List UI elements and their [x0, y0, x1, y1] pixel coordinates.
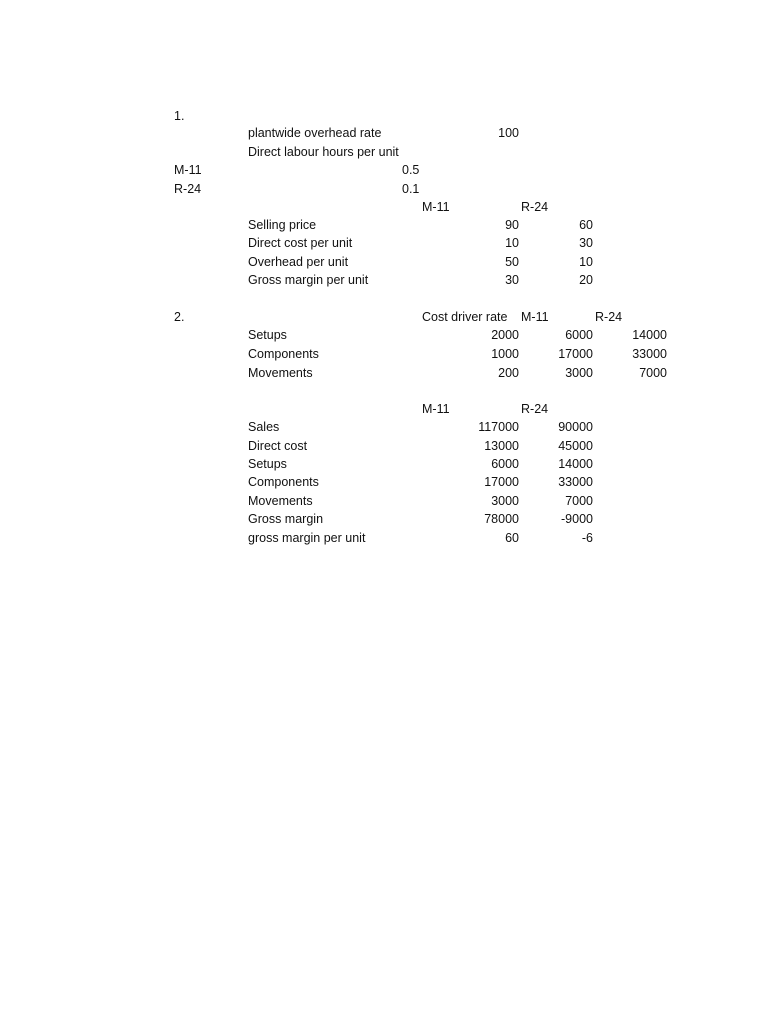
- summary-label: gross margin per unit: [248, 531, 366, 545]
- summary-m11: 13000: [484, 439, 519, 453]
- row-label: Selling price: [248, 218, 317, 232]
- summary-label: Setups: [248, 457, 287, 471]
- table-row: [0, 234, 768, 252]
- summary-m11: 17000: [484, 475, 519, 489]
- plantwide-rate-row: [0, 124, 768, 142]
- dlh-row: [0, 180, 768, 198]
- value-m11: 90: [505, 218, 519, 232]
- summary-row: [0, 455, 768, 473]
- driver-rate: 1000: [491, 347, 519, 361]
- row-label: Overhead per unit: [248, 255, 349, 269]
- driver-row: [0, 345, 768, 363]
- part1-column-header-row: [0, 198, 768, 216]
- part2-number: 2.: [174, 310, 185, 324]
- table-row: [0, 271, 768, 289]
- value-m11: 30: [505, 273, 519, 287]
- summary-r24: 14000: [558, 457, 593, 471]
- summary-label: Sales: [248, 420, 280, 434]
- dlh-row: [0, 161, 768, 179]
- summary-m11: 6000: [491, 457, 519, 471]
- dlh-label: Direct labour hours per unit: [248, 145, 399, 159]
- summary-row: [0, 437, 768, 455]
- driver-rate: 200: [498, 366, 519, 380]
- summary-row: [0, 510, 768, 528]
- summary-r24: 7000: [565, 494, 593, 508]
- dlh-product: M-11: [174, 163, 202, 177]
- summary-r24: 90000: [558, 420, 593, 434]
- dlh-heading-row: [0, 143, 768, 161]
- column-header-r24: R-24: [595, 310, 623, 324]
- value-r24: 10: [579, 255, 593, 269]
- summary-r24: -6: [581, 531, 593, 545]
- part1-heading-row: [0, 107, 768, 125]
- summary-row: [0, 418, 768, 436]
- summary-m11: 3000: [491, 494, 519, 508]
- summary-label: Direct cost: [248, 439, 308, 453]
- summary-label: Movements: [248, 494, 313, 508]
- value-m11: 50: [505, 255, 519, 269]
- part1-number: 1.: [174, 109, 185, 123]
- summary-r24: -9000: [561, 512, 593, 526]
- summary-row: [0, 492, 768, 510]
- value-r24: 30: [579, 236, 593, 250]
- driver-r24: 33000: [632, 347, 667, 361]
- value-m11: 10: [505, 236, 519, 250]
- column-header-m11: M-11: [422, 402, 450, 416]
- driver-label: Components: [248, 347, 319, 361]
- part2-heading-row: [0, 308, 768, 326]
- plantwide-rate-value: 100: [498, 126, 519, 140]
- summary-m11: 78000: [484, 512, 519, 526]
- dlh-product: R-24: [174, 182, 202, 196]
- plantwide-rate-label: plantwide overhead rate: [248, 126, 382, 140]
- summary-m11: 117000: [478, 420, 519, 434]
- summary-column-header-row: [0, 400, 768, 418]
- summary-m11: 60: [505, 531, 519, 545]
- driver-r24: 14000: [632, 328, 667, 342]
- row-label: Gross margin per unit: [248, 273, 369, 287]
- table-row: [0, 216, 768, 234]
- dlh-hours: 0.1: [402, 182, 420, 196]
- column-header-m11: M-11: [521, 310, 549, 324]
- value-r24: 20: [579, 273, 593, 287]
- driver-r24: 7000: [639, 366, 667, 380]
- value-r24: 60: [579, 218, 593, 232]
- column-header-r24: R-24: [521, 200, 549, 214]
- dlh-hours: 0.5: [402, 163, 420, 177]
- driver-label: Setups: [248, 328, 287, 342]
- column-header-cost-driver-rate: Cost driver rate: [422, 310, 508, 324]
- summary-row: [0, 473, 768, 491]
- driver-rate: 2000: [491, 328, 519, 342]
- driver-label: Movements: [248, 366, 313, 380]
- summary-label: Gross margin: [248, 512, 324, 526]
- column-header-m11: M-11: [422, 200, 450, 214]
- driver-m11: 17000: [558, 347, 593, 361]
- driver-m11: 6000: [565, 328, 593, 342]
- summary-r24: 33000: [558, 475, 593, 489]
- driver-m11: 3000: [565, 366, 593, 380]
- driver-row: [0, 364, 768, 382]
- table-row: [0, 253, 768, 271]
- row-label: Direct cost per unit: [248, 236, 353, 250]
- summary-r24: 45000: [558, 439, 593, 453]
- column-header-r24: R-24: [521, 402, 549, 416]
- summary-label: Components: [248, 475, 319, 489]
- driver-row: [0, 326, 768, 344]
- summary-row: [0, 529, 768, 547]
